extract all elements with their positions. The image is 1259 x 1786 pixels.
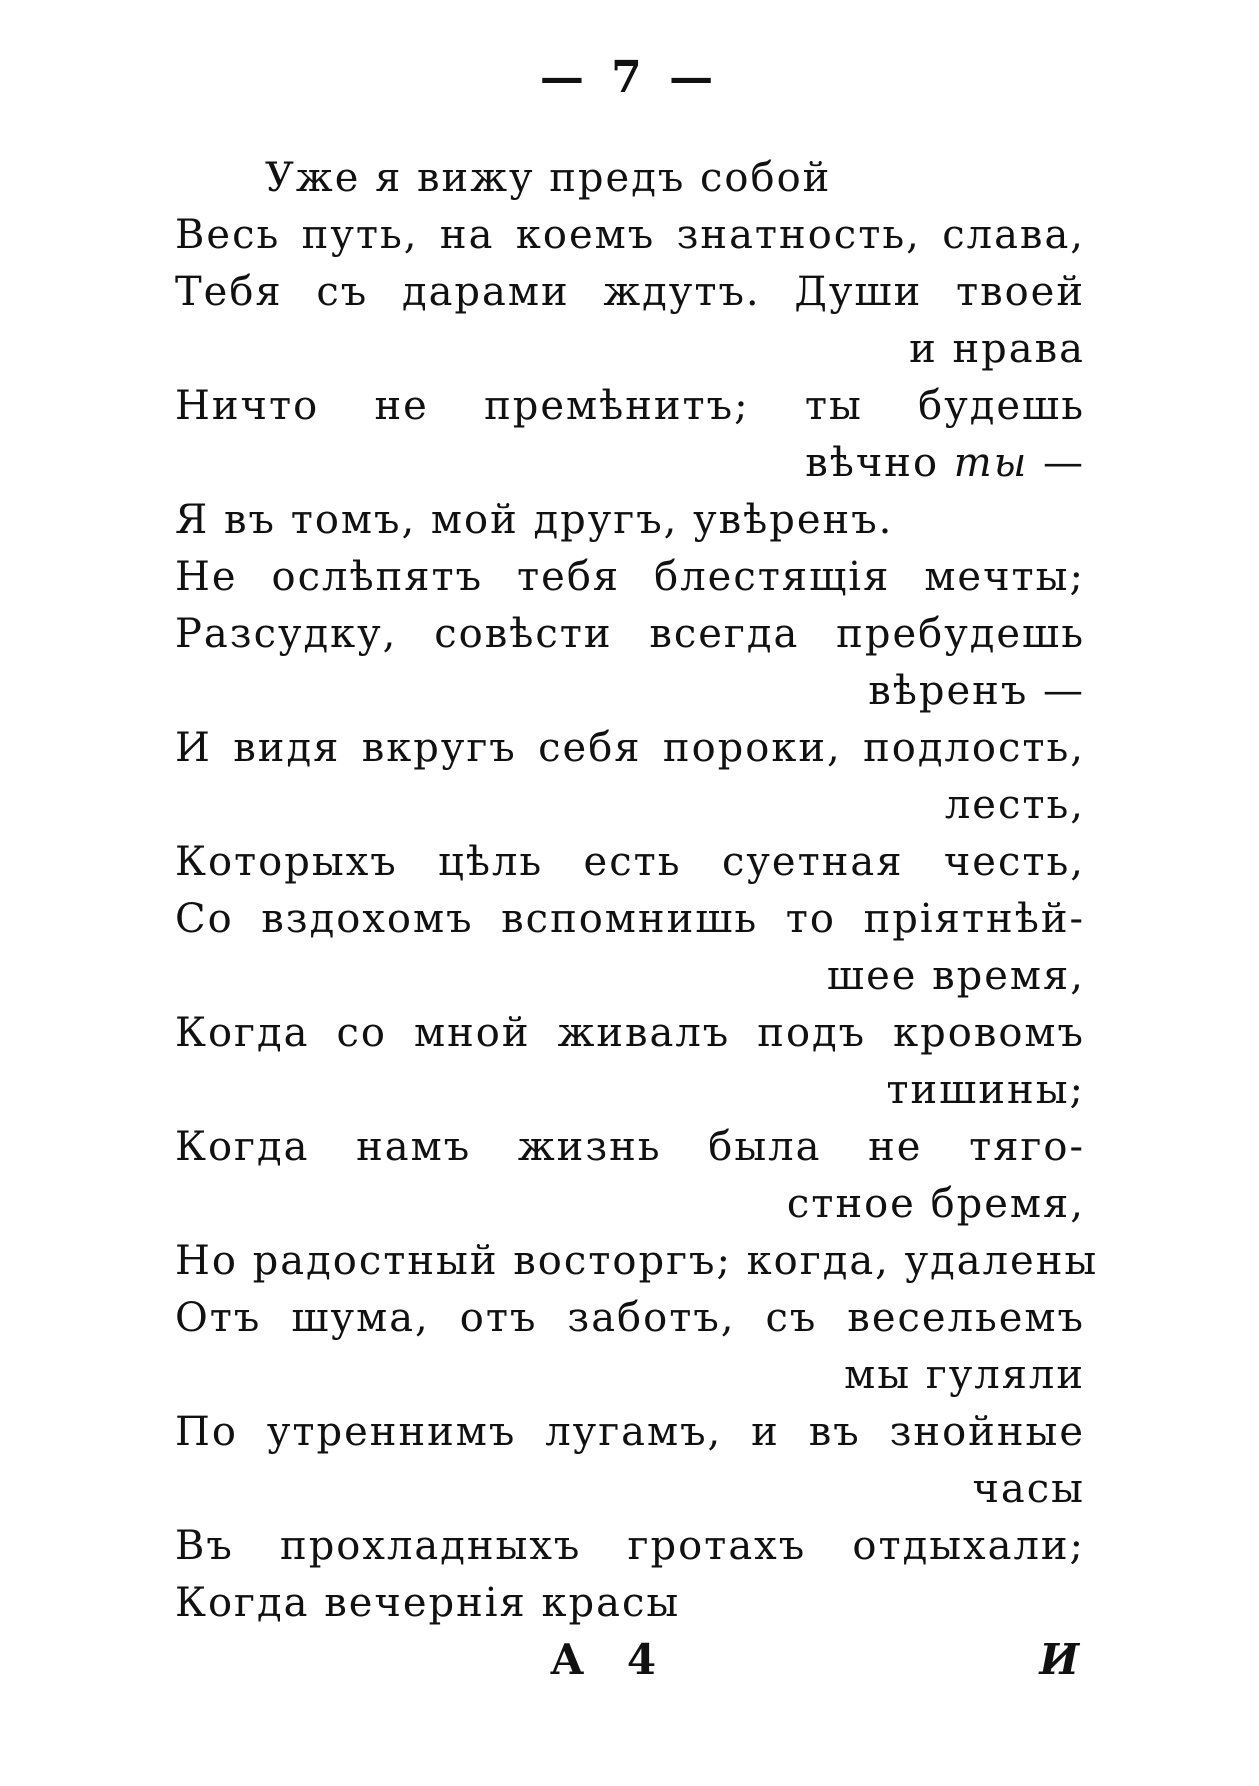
poem-line: Со вздохомъ вспомнишь то пріятнѣй- [175, 896, 1085, 942]
page-footer [0, 1630, 1259, 1690]
poem-line: Разсудку, совѣсти всегда пребудешь [175, 611, 1085, 657]
poem-line: Ничто не премѣнитъ; ты будешь [175, 383, 1085, 429]
poem-line-continuation: стное бремя, [786, 1181, 1085, 1227]
poem-line: Отъ шума, отъ заботъ, съ весельемъ [175, 1295, 1085, 1341]
poem-line: Не ослѣпятъ тебя блестящія мечты; [175, 554, 1085, 600]
poem-line: Которыхъ цѣль есть суетная честь, [175, 839, 1085, 885]
catchword: И [1039, 1635, 1079, 1684]
poem-line: Когда вечернія красы [175, 1580, 681, 1626]
poem-line: Въ прохладныхъ гротахъ отдыхали; [175, 1523, 1085, 1569]
poem-line: По утреннимъ лугамъ, и въ знойные [175, 1409, 1085, 1455]
poem-line-continuation: шее время, [826, 953, 1085, 999]
poem-line: Но радостный восторгъ; когда, удалены [175, 1238, 1099, 1284]
poem-line: Когда намъ жизнь была не тяго- [175, 1124, 1085, 1170]
poem-line-continuation: лесть, [944, 782, 1085, 828]
poem-line: Я въ томъ, мой другъ, увѣренъ. [175, 497, 894, 543]
page-number: — 7 — [539, 52, 720, 103]
signature-mark: А 4 [550, 1635, 671, 1684]
poem-line: Уже я вижу предъ собой [265, 155, 832, 201]
poem-line-continuation: мы гуляли [844, 1352, 1085, 1398]
poem-text [175, 150, 1099, 1632]
italic-word: ты [953, 440, 1029, 486]
poem-line: Когда со мной живалъ подъ кровомъ [175, 1010, 1085, 1056]
poem-line: Весь путь, на коемъ знатность, слава, [175, 212, 1085, 258]
poem-line: И видя вкругъ себя пороки, подлость, [175, 725, 1085, 771]
poem-line-continuation: вѣренъ — [868, 668, 1085, 714]
poem-line: Тебя съ дарами ждутъ. Души твоей [175, 269, 1085, 315]
continuation-word: вѣчно [805, 440, 940, 486]
poem-line-continuation: тишины; [886, 1067, 1085, 1113]
dash: — [1043, 440, 1085, 486]
poem-line-continuation: часы [972, 1466, 1085, 1512]
poem-line-continuation [175, 435, 1085, 492]
poem-line-continuation: и нрава [909, 326, 1085, 372]
